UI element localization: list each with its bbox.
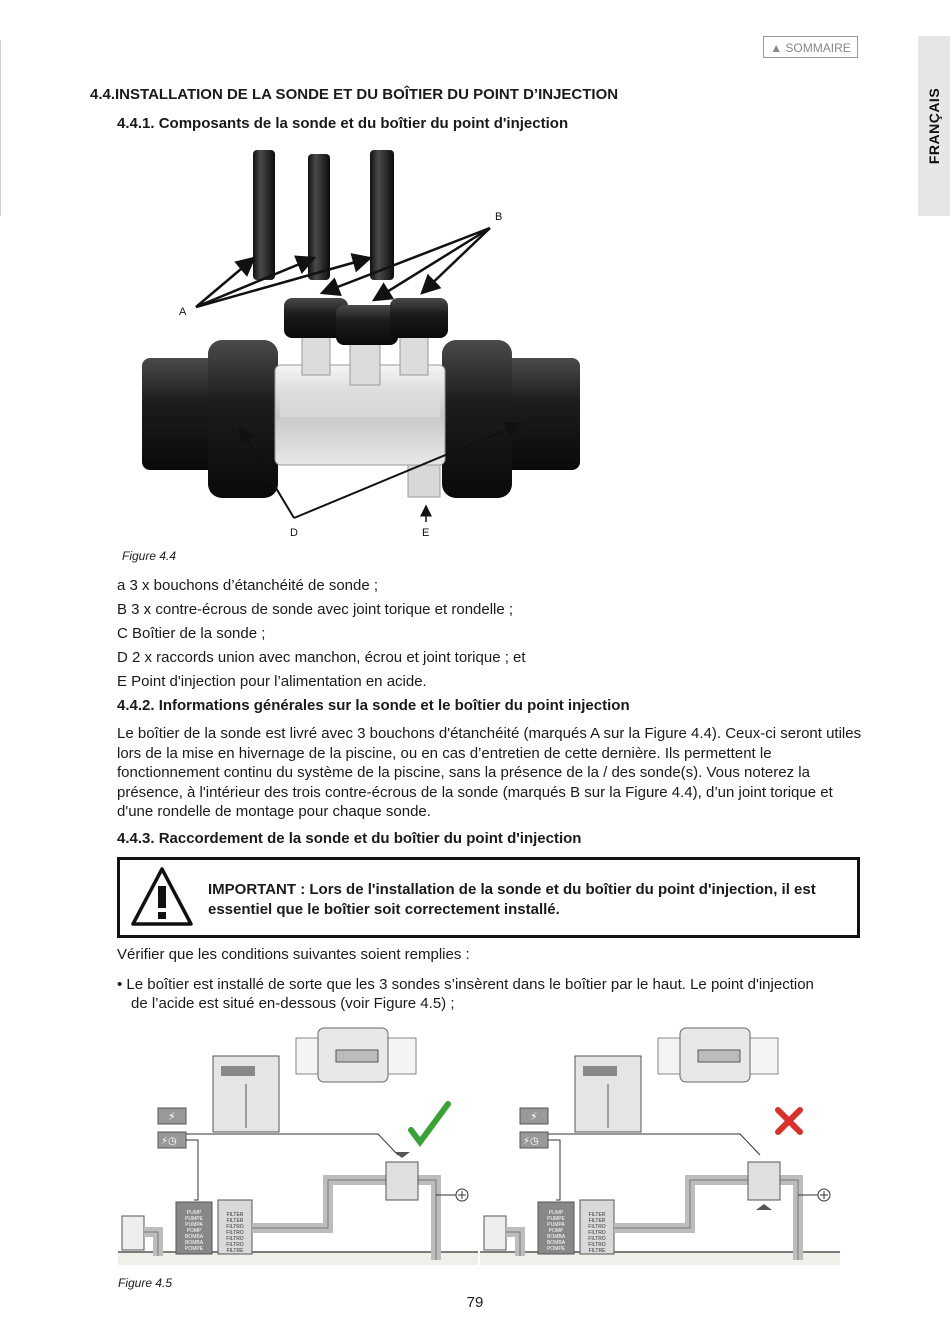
list-item: B 3 x contre-écrous de sonde avec joint torique et rondelle ;: [117, 601, 514, 618]
warning-icon: [130, 866, 194, 928]
filter-label: FILTRO: [588, 1230, 606, 1236]
important-notice: [117, 857, 860, 938]
svg-text:⚡◷: ⚡◷: [161, 1136, 177, 1147]
filter-label: FILTRE: [588, 1248, 606, 1254]
filter-label: FILTRO: [226, 1230, 244, 1236]
pump-label: POMP: [186, 1228, 202, 1234]
filter-label: FILTRE: [226, 1248, 244, 1254]
cross-icon: [778, 1110, 800, 1132]
svg-text:⚡: ⚡: [168, 1110, 176, 1123]
section-title: 4.4.INSTALLATION DE LA SONDE ET DU BOÎTIER DU POINT D’INJECTION: [90, 86, 619, 103]
subsection-2-text: Le boîtier de la sonde est livré avec 3 bouchons d'étanchéité (marqués A sur la Figure 4.4). Ceux-ci seront utiles lors de la mise en hivernage de la piscine, ou en cas d’entretien de cette dernière. Ils permettent le fonctionnement continu du système de la piscine, sans la présence de la / des sonde(s). Vous noterez la présence, à l'intérieur des trois contre-écrous de la sonde (marqués B sur la Figure 4.4), d’un joint torique et d'une rondelle de montage pour chaque sonde.: [117, 725, 862, 820]
svg-text:⚡: ⚡: [530, 1110, 538, 1123]
figure-4-4-probe-housing: [130, 140, 600, 545]
pump-label: PUMP: [548, 1210, 564, 1216]
filter-label: FILTER: [226, 1218, 244, 1224]
figure-label-b: B: [495, 211, 503, 223]
pump-label: POMPE: [546, 1246, 566, 1252]
lock-nut: [336, 305, 398, 345]
filter-label: FILTER: [226, 1212, 244, 1218]
filter-label: FILTRO: [588, 1236, 606, 1242]
bullet-item-continuation: de l’acide est situé en-dessous (voir Figure 4.5) ;: [131, 995, 455, 1012]
figure-label-e: E: [422, 527, 430, 539]
figure-4-5-correct-install: [118, 1020, 478, 1265]
subsection-1-title: 4.4.1. Composants de la sonde et du boîtier du point d'injection: [117, 115, 569, 132]
subsection-3-title: 4.4.3. Raccordement de la sonde et du boîtier du point d'injection: [117, 830, 582, 847]
filter-label: FILTER: [588, 1212, 606, 1218]
pump-label: BOMBA: [184, 1240, 204, 1246]
pump-label: BOMBA: [546, 1240, 566, 1246]
pump-block: [176, 1202, 212, 1254]
list-item: E Point d'injection pour l’alimentation en acide.: [117, 673, 427, 690]
list-item: D 2 x raccords union avec manchon, écrou et joint torique ; et: [117, 649, 526, 666]
pump-label: PUMPA: [547, 1222, 565, 1228]
sommaire-link[interactable]: ▲ SOMMAIRE: [763, 36, 858, 58]
pump-label: POMP: [548, 1228, 564, 1234]
list-item: a 3 x bouchons d’étanchéité de sonde ;: [117, 577, 379, 594]
pump-label: POMPE: [184, 1246, 204, 1252]
lock-nut: [390, 298, 448, 338]
page-number: 79: [466, 1294, 484, 1311]
filter-label: FILTRO: [226, 1224, 244, 1230]
pump-block: [538, 1202, 574, 1254]
filter-block: [580, 1200, 614, 1254]
list-item: C Boîtier de la sonde ;: [117, 625, 266, 642]
important-text: IMPORTANT : Lors de l'installation de la sonde et du boîtier du point d'injection, il est essentiel que le boîtier soit correctement installé.: [208, 881, 816, 918]
figure-4-5-incorrect-install: [480, 1020, 840, 1265]
pump-label: BOMBA: [546, 1234, 566, 1240]
svg-text:⚡◷: ⚡◷: [523, 1136, 539, 1147]
injection-point: [408, 465, 440, 497]
filter-label: FILTRO: [226, 1242, 244, 1248]
figure-4-5-caption: Figure 4.5: [118, 1276, 173, 1290]
language-tab[interactable]: [918, 36, 950, 216]
pump-label: PUMP: [186, 1210, 202, 1216]
figure-label-a: A: [179, 306, 187, 318]
subsection-2-title: 4.4.2. Informations générales sur la sonde et le boîtier du point injection: [117, 697, 630, 714]
pump-label: BOMBA: [184, 1234, 204, 1240]
filter-label: FILTRO: [588, 1242, 606, 1248]
filter-label: FILTRO: [588, 1224, 606, 1230]
verify-text: Vérifier que les conditions suivantes soient remplies :: [117, 946, 470, 963]
pump-label: PUMPA: [185, 1222, 203, 1228]
pump-label: PUMPE: [547, 1216, 565, 1222]
figure-label-d: D: [290, 527, 298, 539]
sealing-cap: [308, 154, 330, 280]
components-list: [117, 574, 526, 694]
filter-block: [218, 1200, 252, 1254]
sealing-cap: [370, 150, 394, 280]
sealing-cap: [253, 150, 275, 280]
language-tab-label: FRANÇAIS: [926, 87, 942, 165]
pump-label: PUMPE: [185, 1216, 203, 1222]
figure-4-4-caption: Figure 4.4: [122, 549, 177, 563]
filter-label: FILTRO: [226, 1236, 244, 1242]
bullet-item: • Le boîtier est installé de sorte que les 3 sondes s’insèrent dans le boîtier par le haut. Le point d'injection: [117, 976, 814, 993]
check-icon: [411, 1104, 448, 1142]
filter-label: FILTER: [588, 1218, 606, 1224]
margin-rule: [0, 40, 1, 216]
